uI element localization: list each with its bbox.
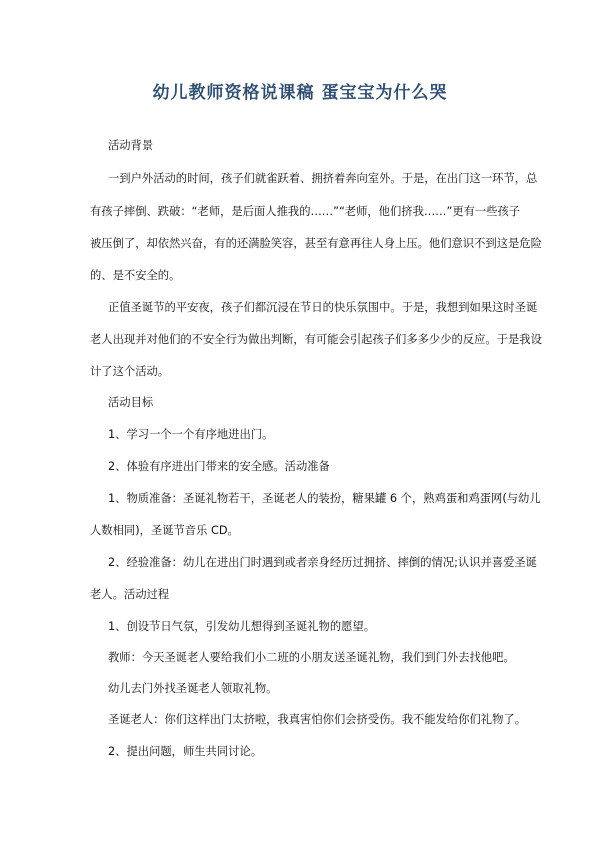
paragraph-line: 的、是不安全的。 [90, 269, 181, 282]
heading-activity-background: 活动背景 [108, 139, 154, 152]
process-step: 2、提出问题，师生共同讨论。 [108, 745, 263, 758]
goal-item: 1、学习一个一个有序地进出门。 [108, 428, 274, 441]
dialogue-line: 教师：今天圣诞老人要给我们小二班的小朋友送圣诞礼物，我们到门外去找他吧。 [108, 651, 515, 664]
paragraph-line: 老人。活动过程 [90, 588, 170, 601]
paragraph-line: 计了这个活动。 [90, 365, 170, 378]
paragraph-line: 正值圣诞节的平安夜，孩子们都沉浸在节日的快乐氛围中。于是，我想到如果这时圣诞 [108, 301, 538, 314]
document-title: 幼儿教师资格说课稿 蛋宝宝为什么哭 [152, 83, 448, 103]
preparation-item: 1、物质准备：圣诞礼物若干，圣诞老人的装扮，糖果罐 6 个，熟鸡蛋和鸡蛋网(与幼儿 [108, 492, 541, 505]
dialogue-line: 圣诞老人：你们这样出门太挤啦，我真害怕你们会挤受伤。我不能发给你们礼物了。 [108, 713, 526, 726]
paragraph-line: 老人出现并对他们的不安全行为做出判断，有可能会引起孩子们多多少少的反应。于是我设 [90, 333, 542, 346]
paragraph-line: 幼儿去门外找圣诞老人领取礼物。 [108, 682, 278, 695]
preparation-item: 2、经验准备：幼儿在进出门时遇到或者亲身经历过拥挤、摔倒的情况;认识并喜爱圣诞 [108, 556, 537, 569]
goal-item: 2、体验有序进出门带来的安全感。活动准备 [108, 460, 330, 473]
heading-activity-goals: 活动目标 [108, 396, 154, 409]
paragraph-line: 人数相同)，圣诞节音乐 CD。 [90, 524, 239, 537]
paragraph-line: 有孩子摔倒、跌破：“老师，是后面人推我的……”“老师，他们挤我……”更有一些孩子 [90, 205, 521, 218]
paragraph-line: 一到户外活动的时间，孩子们就雀跃着、拥挤着奔向室外。于是，在出门这一环节，总 [108, 172, 538, 185]
paragraph-line: 被压倒了，却依然兴奋，有的还满脸笑容，甚至有意再往人身上压。他们意识不到这是危险 [90, 237, 542, 250]
process-step: 1、创设节日气氛，引发幼儿想得到圣诞礼物的愿望。 [108, 620, 376, 633]
